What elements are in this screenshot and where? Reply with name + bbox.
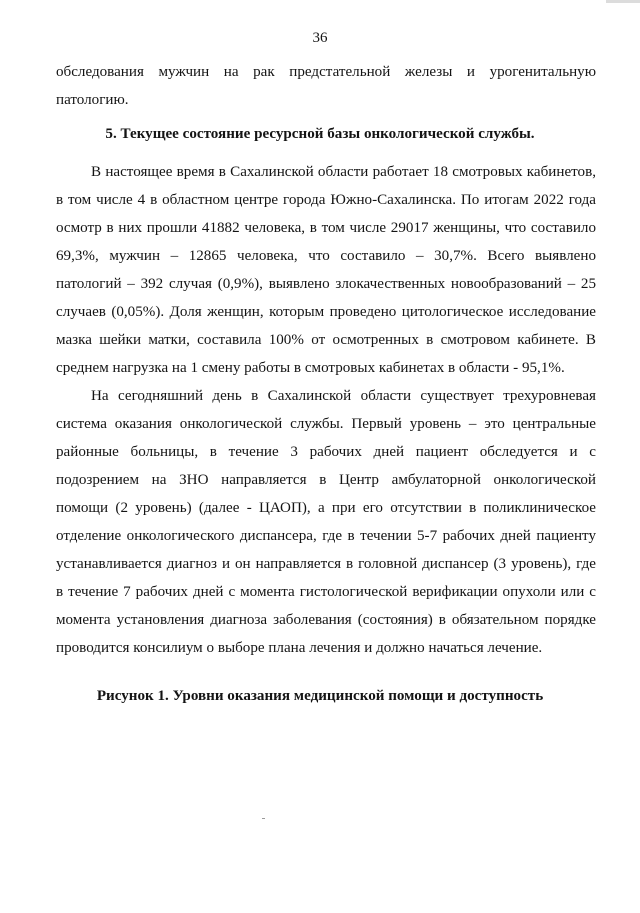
paragraph-1-line: мазка шейки матки, составила 100% от осмотренных в смотровом кабинете. В (56, 332, 596, 348)
section-heading: 5. Текущее состояние ресурсной базы онкологической службы. (105, 126, 535, 142)
scan-speck (262, 818, 265, 819)
page-number: 36 (312, 30, 328, 46)
paragraph-1-line: случаев (0,05%). Доля женщин, которым проведено цитологическое исследование (56, 304, 596, 320)
paragraph-1-line: среднем нагрузка на 1 смену работы в смотровых кабинетах в области - 95,1%. (56, 360, 565, 376)
scan-edge-mark (606, 0, 640, 3)
paragraph-1-line: В настоящее время в Сахалинской области работает 18 смотровых кабинетов, (91, 164, 596, 180)
paragraph-2-line: момента установления диагноза заболевания (состояния) в обязательном порядке (56, 612, 596, 628)
paragraph-2-line: отделение онкологического диспансера, где в течении 5-7 рабочих дней пациенту (56, 528, 596, 544)
paragraph-2-line: система оказания онкологической службы. Первый уровень – это центральные (56, 416, 596, 432)
paragraph-2-line: подозрением на ЗНО направляется в Центр амбулаторной онкологической (56, 472, 596, 488)
paragraph-2-line: устанавливается диагноз и он направляется в головной диспансер (3 уровень), где (56, 556, 596, 572)
paragraph-1-line: в том числе 4 в областном центре города Южно-Сахалинска. По итогам 2022 года (56, 192, 596, 208)
paragraph-1-line: осмотр в них прошли 41882 человека, в том числе 29017 женщины, что составило (56, 220, 596, 236)
paragraph-1-line: патологий – 392 случая (0,9%), выявлено злокачественных новообразований – 25 (56, 276, 596, 292)
paragraph-2-line: проводится консилиум о выборе плана лечения и должно начаться лечение. (56, 640, 543, 656)
paragraph-2-line: районные больницы, в течение 3 рабочих дней пациент обследуется и с (56, 444, 596, 460)
paragraph-2-line: На сегодняшний день в Сахалинской области существует трехуровневая (91, 388, 596, 404)
paragraph-2-line: в течение 7 рабочих дней с момента гистологической верификации опухоли или с (56, 584, 596, 600)
figure-caption: Рисунок 1. Уровни оказания медицинской помощи и доступность (96, 688, 544, 704)
continuation-line: обследования мужчин на рак предстательной железы и урогенитальную (56, 64, 596, 80)
paragraph-2-line: помощи (2 уровень) (далее - ЦАОП), а при его отсутствии в поликлиническое (56, 500, 596, 516)
continuation-line: патологию. (56, 92, 129, 108)
paragraph-1-line: 69,3%, мужчин – 12865 человека, что составило – 30,7%. Всего выявлено (56, 248, 596, 264)
